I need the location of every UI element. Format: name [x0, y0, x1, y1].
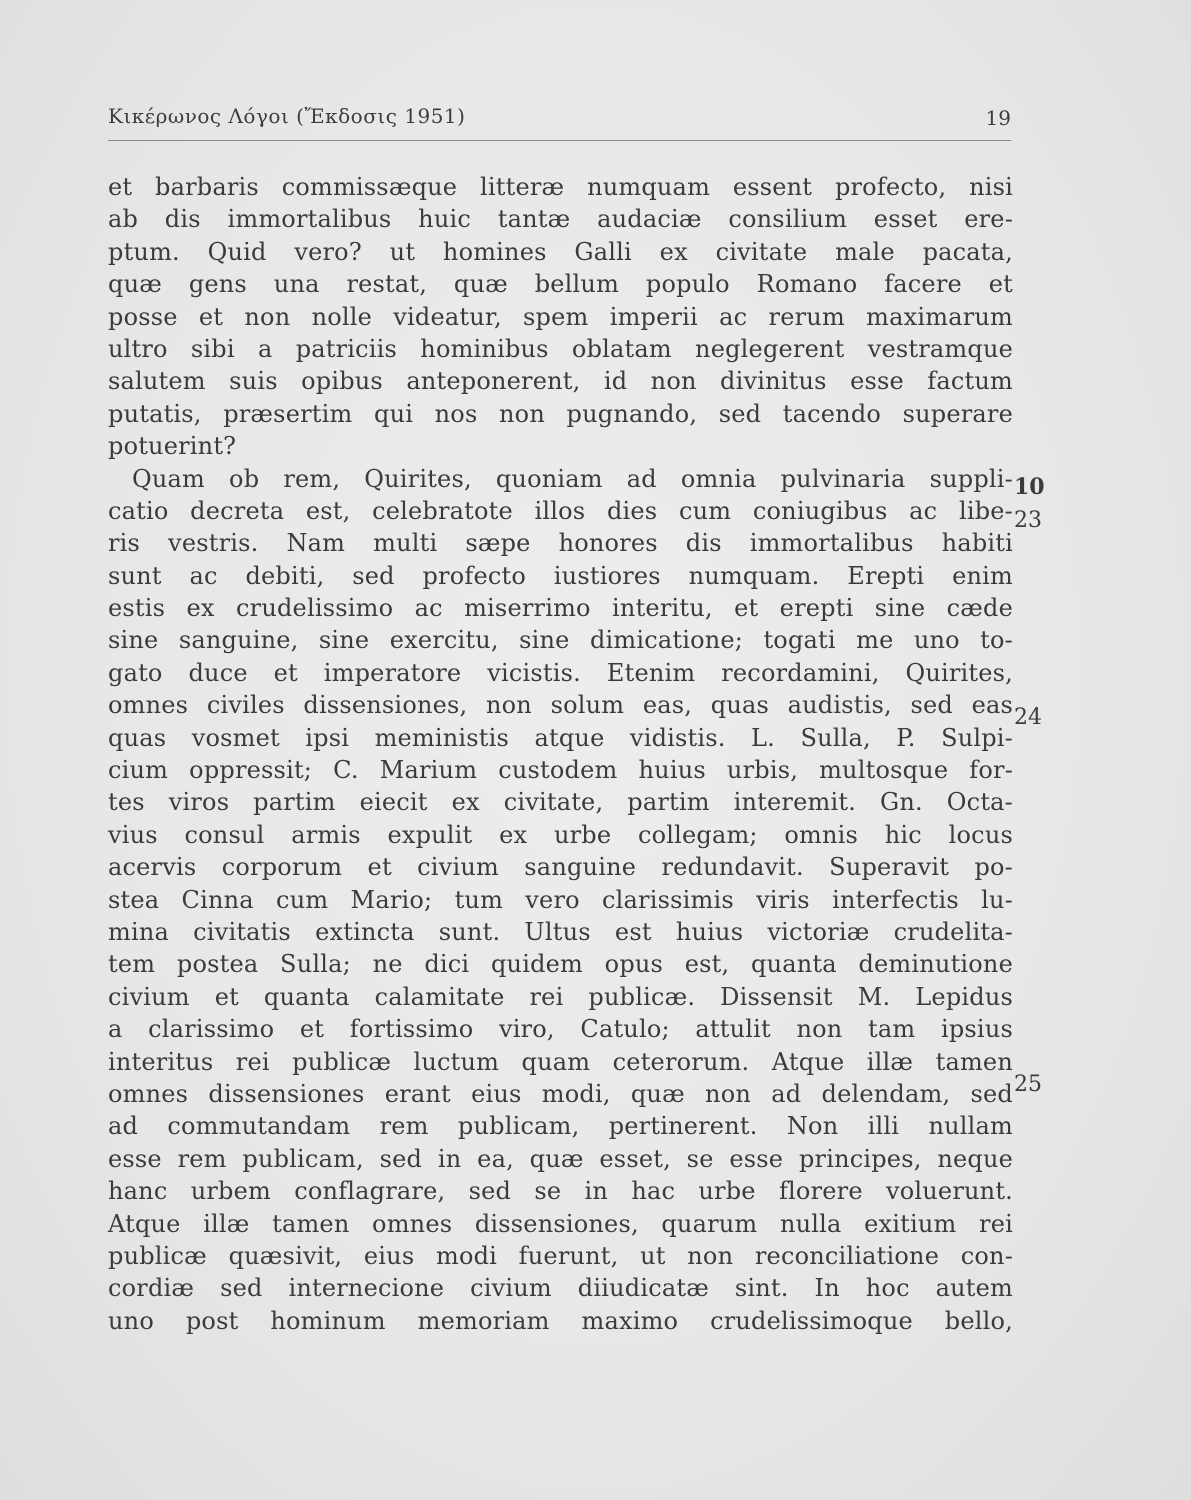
text-line: ultro sibi a patriciis hominibus oblatam neglegerent vestramque — [108, 334, 1013, 363]
text-line: ptum. Quid vero? ut homines Galli ex civitate male pacata, — [108, 237, 1013, 266]
text-line: quas vosmet ipsi meministis atque vidistis. L. Sulla, P. Sulpi- — [108, 723, 1013, 752]
text-line: vius consul armis expulit ex urbe collegam; omnis hic locus — [108, 820, 1013, 849]
text-line: sine sanguine, sine exercitu, sine dimicatione; togati me uno to- — [108, 626, 1013, 655]
text-line: posse et non nolle videatur, spem imperii ac rerum maximarum — [108, 302, 1013, 331]
text-line: tes viros partim eiecit ex civitate, partim interemit. Gn. Octa- — [108, 788, 1013, 817]
text-line: stea Cinna cum Mario; tum vero clarissimis viris interfectis lu- — [108, 885, 1013, 914]
body-text — [108, 171, 1013, 1337]
text-line: hanc urbem conflagrare, sed se in hac urbe florere voluerunt. — [108, 1177, 1013, 1206]
text-line: ab dis immortalibus huic tantæ audaciæ consilium esset ere- — [108, 205, 1013, 234]
text-line: quæ gens una restat, quæ bellum populo Romano facere et — [108, 270, 1013, 299]
text-line: putatis, præsertim qui nos non pugnando, sed tacendo superare — [108, 399, 1013, 428]
text-line: ris vestris. Nam multi sæpe honores dis immortalibus habiti — [108, 529, 1013, 558]
text-line: tem postea Sulla; ne dici quidem opus est, quanta deminutione — [108, 950, 1013, 979]
text-line: a clarissimo et fortissimo viro, Catulo; attulit non tam ipsius — [108, 1015, 1013, 1044]
text-line: uno post hominum memoriam maximo crudelissimoque bello, — [108, 1306, 1013, 1335]
text-line: interitus rei publicæ luctum quam ceterorum. Atque illæ tamen — [108, 1047, 1013, 1076]
text-line: estis ex crudelissimo ac miserrimo interitu, et erepti sine cæde — [108, 594, 1013, 623]
text-line: omnes civiles dissensiones, non solum eas, quas audistis, sed eas — [108, 691, 1013, 720]
text-line: Quam ob rem, Quirites, quoniam ad omnia pulvinaria suppli- — [132, 464, 1013, 493]
text-line: civium et quanta calamitate rei publicæ. Dissensit M. Lepidus — [108, 982, 1013, 1011]
running-header — [108, 100, 1011, 141]
text-line: cium oppressit; C. Marium custodem huius urbis, multosque for- — [108, 756, 1013, 785]
section-number-23: 23 — [1014, 508, 1042, 533]
text-line: publicæ quæsivit, eius modi fuerunt, ut non reconciliatione con- — [108, 1241, 1013, 1270]
text-line: acervis corporum et civium sanguine redundavit. Superavit po- — [108, 853, 1013, 882]
text-line: Atque illæ tamen omnes dissensiones, quarum nulla exitium rei — [108, 1209, 1013, 1238]
page-number: 19 — [985, 106, 1011, 130]
text-line: cordiæ sed internecione civium diiudicatæ sint. In hoc autem — [108, 1274, 1013, 1303]
section-number-24: 24 — [1014, 705, 1042, 730]
text-line: sunt ac debiti, sed profecto iustiores numquam. Erepti enim — [108, 561, 1013, 590]
text-line: gato duce et imperatore vicistis. Etenim recordamini, Quirites, — [108, 658, 1013, 687]
text-line: ad commutandam rem publicam, pertinerent. Non illi nullam — [108, 1112, 1013, 1141]
text-line: salutem suis opibus anteponerent, id non divinitus esse factum — [108, 367, 1013, 396]
section-number-10: 10 — [1014, 474, 1045, 500]
section-number-25: 25 — [1014, 1072, 1042, 1097]
text-line: catio decreta est, celebratote illos dies cum coniugibus ac libe- — [108, 496, 1013, 525]
text-line: mina civitatis extincta sunt. Ultus est huius victoriæ crudelita- — [108, 917, 1013, 946]
text-line: potuerint? — [108, 432, 237, 461]
text-line: omnes dissensiones erant eius modi, quæ non ad delendam, sed — [108, 1079, 1013, 1108]
text-line: esse rem publicam, sed in ea, quæ esset, se esse principes, neque — [108, 1144, 1013, 1173]
header-title: Κικέρωνος Λόγοι (Ἔκδοσις 1951) — [108, 104, 466, 128]
text-line: et barbaris commissæque litteræ numquam essent profecto, nisi — [108, 173, 1013, 201]
